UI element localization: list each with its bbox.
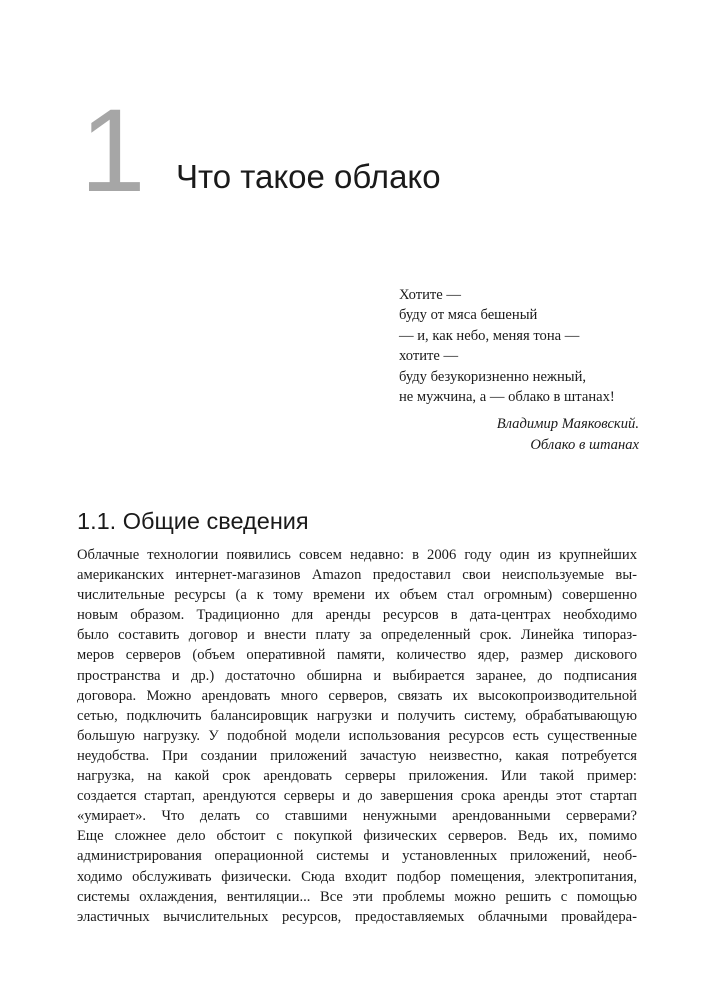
body-line: системы охлаждения, вентиляции... Все эти проблемы можно решить с помощью (77, 888, 637, 905)
body-line: Еще сложнее дело обстоит с покупкой физических серверов. Ведь их, помимо (77, 828, 637, 845)
body-line: нагрузка, на какой срок арендовать серверы приложения. Или такой пример: (77, 768, 637, 785)
body-line: «умирает». Что делать со ставшими ненужными арендованными серверами? (77, 808, 637, 825)
chapter-number: 1 (80, 85, 144, 217)
body-line: сетью, подключить балансировщик нагрузки и получить систему, обрабатывающую (77, 707, 637, 724)
body-line: создается стартап, арендуются серверы и до завершения срока аренды этот стартап (77, 788, 637, 805)
body-line: ходимо обслуживать физически. Сюда входит подбор помещения, электропитания, (77, 868, 637, 885)
body-line: новым образом. Традиционно для аренды ресурсов в дата-центрах необходимо (77, 607, 637, 624)
epigraph-attribution (399, 414, 639, 455)
epigraph-line: не мужчина, а — облако в штанах! (399, 389, 615, 406)
body-line: было составить договор и внести плату за определенный срок. Линейка типораз- (77, 627, 637, 644)
epigraph-line: буду безукоризненно нежный, (399, 368, 587, 385)
epigraph-line: буду от мяса бешеный (399, 307, 538, 324)
body-line: Облачные технологии появились совсем недавно: в 2006 году один из крупнейших (77, 547, 637, 563)
body-line: числительные ресурсы (а к тому времени их объем стал огромным) совершенно (77, 587, 637, 604)
epigraph-author: Владимир Маяковский. (496, 416, 639, 433)
body-line: американских интернет-магазинов Amazon предоставил свои неиспользуемые вы- (77, 567, 637, 584)
body-line: неудобства. При создании приложений зачастую неизвестно, какая потребуется (77, 747, 637, 764)
body-line: администрирования операционной системы и установленных приложений, необ- (77, 848, 637, 865)
epigraph-line: Хотите — (399, 287, 462, 303)
epigraph-line: хотите — (399, 348, 459, 365)
chapter-title: Что такое облако (176, 158, 441, 195)
epigraph-line: — и, как небо, меняя тона — (399, 327, 580, 344)
body-line: договора. Можно арендовать много серверов, связать их высокопроизводительной (77, 687, 637, 704)
epigraph (399, 285, 639, 455)
body-line: пространства и др.) достаточно обширна и выбирается заранее, до подписания (77, 667, 637, 684)
epigraph-work: Облако в штанах (530, 436, 639, 453)
body-line: меров серверов (объем оперативной памяти, количество ядер, размер дискового (77, 647, 637, 664)
body-line: большую нагрузку. У подобной модели использования ресурсов есть существенные (77, 727, 637, 744)
section-title: 1.1. Общие сведения (77, 508, 309, 534)
body-line: эластичных вычислительных ресурсов, предоставляемых облачными провайдера- (77, 908, 637, 925)
section-body (77, 545, 637, 927)
